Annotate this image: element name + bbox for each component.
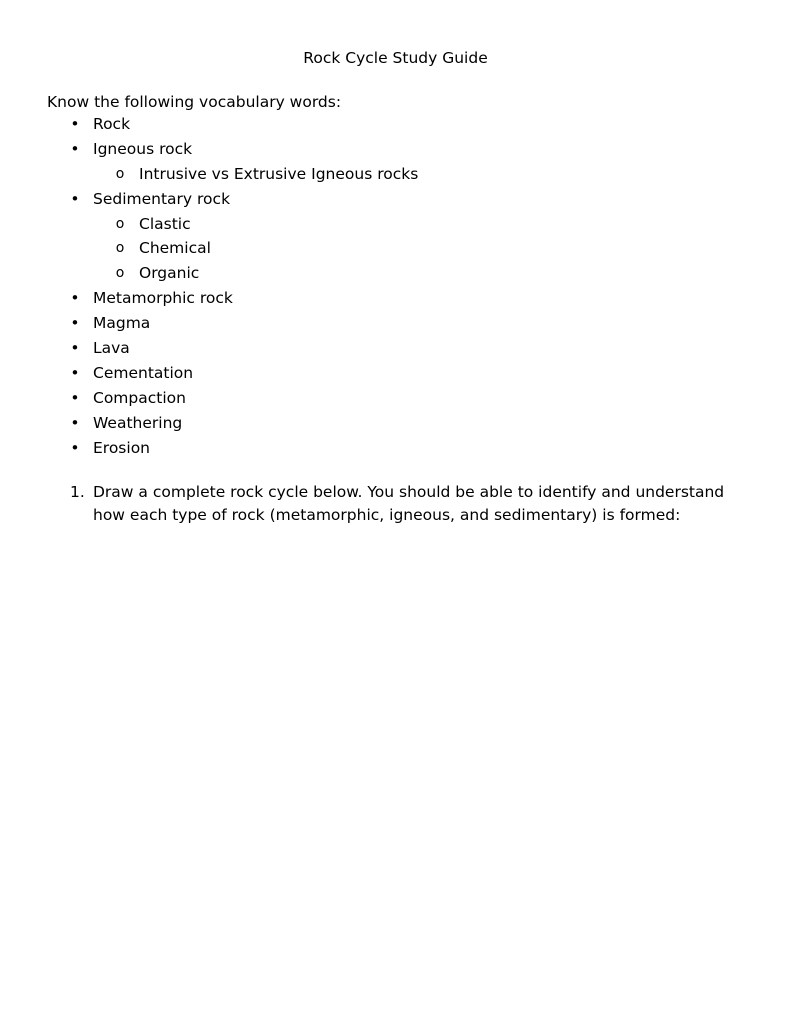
sub-bullet-icon: o — [115, 215, 125, 232]
list-item — [0, 188, 791, 213]
vocabulary-list — [0, 113, 791, 461]
list-item — [0, 138, 791, 163]
vocab-term: Sedimentary rock — [93, 189, 231, 208]
bullet-icon: • — [70, 115, 80, 133]
list-item — [0, 312, 791, 337]
question-number: 1. — [70, 483, 85, 501]
bullet-icon: • — [70, 314, 80, 333]
bullet-icon: • — [70, 339, 80, 358]
sub-bullet-icon: o — [115, 240, 125, 257]
list-item — [0, 262, 791, 287]
vocab-term: Compaction — [93, 388, 186, 407]
list-item — [0, 287, 791, 312]
sub-bullet-icon: o — [115, 265, 125, 282]
vocab-term: Clastic — [139, 214, 191, 233]
list-item — [0, 337, 791, 362]
vocab-term: Organic — [139, 264, 200, 283]
vocab-term: Metamorphic rock — [93, 289, 233, 308]
bullet-icon: • — [70, 189, 80, 208]
question-text: Draw a complete rock cycle below. You should be able to identify and understand how each type of rock (metamorphic, igneous, and sedimentary) is formed: — [93, 483, 725, 524]
vocab-term: Weathering — [93, 413, 183, 432]
list-item — [0, 412, 791, 437]
list-item — [0, 237, 791, 262]
bullet-icon: • — [70, 363, 80, 382]
vocab-term: Lava — [93, 339, 130, 358]
list-item — [0, 213, 791, 238]
vocab-term: Cementation — [93, 363, 194, 382]
vocab-term: Rock — [93, 115, 131, 133]
vocab-term: Igneous rock — [93, 139, 193, 158]
bullet-icon: • — [70, 139, 80, 158]
bullet-icon: • — [70, 289, 80, 308]
page-title: Rock Cycle Study Guide — [303, 49, 488, 67]
bullet-icon: • — [70, 413, 80, 432]
vocab-term: Magma — [93, 314, 151, 333]
bullet-icon: • — [70, 388, 80, 407]
bullet-icon: • — [70, 438, 80, 457]
list-item — [0, 437, 791, 462]
intro-text: Know the following vocabulary words: — [47, 93, 342, 111]
vocab-term: Intrusive vs Extrusive Igneous rocks — [139, 164, 419, 183]
sub-bullet-icon: o — [115, 165, 125, 182]
list-item — [0, 113, 791, 138]
list-item — [0, 387, 791, 412]
vocab-term: Erosion — [93, 438, 150, 457]
list-item — [0, 362, 791, 387]
vocab-term: Chemical — [139, 239, 211, 258]
list-item — [0, 163, 791, 188]
